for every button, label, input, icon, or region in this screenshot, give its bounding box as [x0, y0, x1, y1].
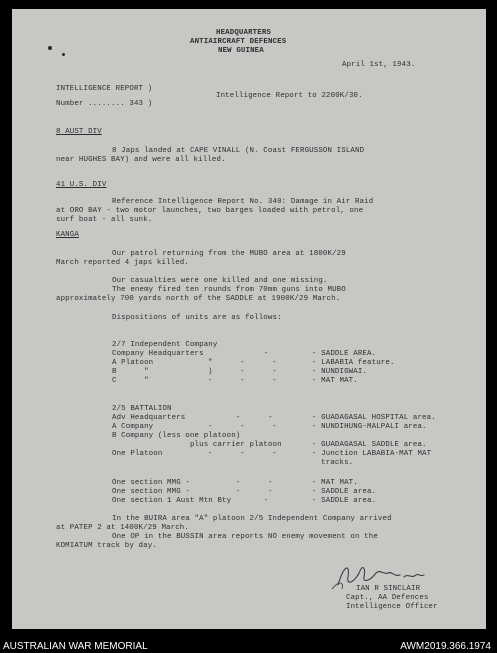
closing-text: In the BUIRA area "A" platoon 2/5 Independent Company arrived	[112, 515, 392, 523]
unit-location: - Junction LABABIA-MAT MAT	[312, 450, 432, 458]
unit-group-heading: 2/7 Independent Company	[112, 341, 218, 349]
unit-name: plus carrier platoon	[112, 441, 282, 449]
unit-location: - MAT MAT.	[312, 479, 358, 487]
archive-name: AUSTRALIAN WAR MEMORIAL	[3, 641, 148, 652]
unit-location: - SADDLE AREA.	[312, 350, 377, 358]
section-heading-8-aust-div: 8 AUST DIV	[56, 128, 102, 136]
document-page	[12, 9, 486, 629]
unit-location: - NUNDIGWAI.	[312, 368, 368, 376]
unit-dashes: - - -	[208, 423, 277, 431]
unit-name: C "	[112, 377, 149, 385]
unit-dashes: - - -	[208, 377, 277, 385]
unit-dashes: - -	[236, 488, 273, 496]
report-title: Intelligence Report to 2200K/30.	[216, 92, 363, 100]
unit-location: - SADDLE area.	[312, 488, 377, 496]
signatory-rank: Capt., AA Defences	[346, 594, 429, 602]
unit-location: - GUADAGASAL SADDLE area.	[312, 441, 427, 449]
unit-name: Adv Headquarters	[112, 414, 186, 422]
closing-text: at PATEP 2 at 1400K/29 March.	[56, 524, 189, 532]
header-line-1: HEADQUARTERS	[216, 29, 272, 37]
section-text: at ORO BAY - two motor launches, two barges loaded with petrol, one	[56, 207, 364, 215]
punch-hole-mark	[62, 53, 65, 56]
unit-group-heading: 2/5 BATTALION	[112, 405, 172, 413]
unit-location: - MAT MAT.	[312, 377, 358, 385]
unit-location: - NUNDIHUNG-MALPALI area.	[312, 423, 427, 431]
closing-text: KOMIATUM track by day.	[56, 542, 157, 550]
unit-name: One section 1 Aust Mtn Bty	[112, 497, 232, 505]
archive-footer	[0, 630, 497, 653]
unit-dashes: - - -	[208, 450, 277, 458]
punch-hole-mark	[48, 46, 52, 50]
section-text: The enemy fired ten rounds from 70mm guns into MUBO	[112, 286, 346, 294]
unit-name: A Platoon	[112, 359, 154, 367]
unit-name: A Company	[112, 423, 154, 431]
unit-name: Company Headquarters	[112, 350, 204, 358]
signatory-name: IAN R SINCLAIR	[356, 585, 421, 593]
unit-location: - GUADAGASAL HOSPITAL area.	[312, 414, 436, 422]
section-text: March reported 4 japs killed.	[56, 259, 189, 267]
unit-name: B Company (less one platoon)	[112, 432, 241, 440]
unit-dashes: - -	[236, 414, 273, 422]
section-text: approximately 700 yards north of the SADDLE at 1900K/29 March.	[56, 295, 341, 303]
section-text: Our casualties were one killed and one missing.	[112, 277, 328, 285]
unit-name: One Platoon	[112, 450, 163, 458]
unit-dashes: - -	[236, 479, 273, 487]
section-text: surf boat - all sunk.	[56, 216, 153, 224]
section-text: Dispositions of units are as follows:	[112, 314, 282, 322]
section-text: near HUGHES BAY) and were all killed.	[56, 156, 226, 164]
closing-text: One OP in the BUSSIN area reports NO enemy movement on the	[112, 533, 378, 541]
report-label-1: INTELLIGENCE REPORT )	[56, 85, 153, 93]
unit-name: One section MMG -	[112, 479, 190, 487]
unit-dashes: -	[264, 497, 269, 505]
unit-location: - LABABIA feature.	[312, 359, 395, 367]
unit-dashes: " - -	[208, 359, 277, 367]
unit-name: One section MMG -	[112, 488, 190, 496]
archive-reference-id: AWM2019.366.1974	[400, 641, 491, 652]
section-text: Our patrol returning from the MUBO area at 1800K/29	[112, 250, 346, 258]
section-text: Reference Intelligence Report No. 340: Damage in Air Raid	[112, 198, 374, 206]
unit-location: tracks.	[312, 459, 354, 467]
report-date: April 1st, 1943.	[342, 61, 416, 69]
signatory-role: Intelligence Officer	[346, 603, 438, 611]
header-line-2: ANTIAIRCRAFT DEFENCES	[190, 38, 287, 46]
unit-location: - SADDLE area.	[312, 497, 377, 505]
section-text: 8 Japs landed at CAPE VINALL (N. Coast FERGUSSON ISLAND	[112, 147, 365, 155]
unit-dashes: ) - -	[208, 368, 277, 376]
header-line-3: NEW GUINEA	[218, 47, 264, 55]
unit-name: B "	[112, 368, 149, 376]
report-label-2: Number ........ 343 )	[56, 100, 153, 108]
unit-dashes: -	[264, 350, 269, 358]
section-heading-41-us-div: 41 U.S. DIV	[56, 181, 107, 189]
section-heading-kanga: KANGA	[56, 231, 79, 239]
